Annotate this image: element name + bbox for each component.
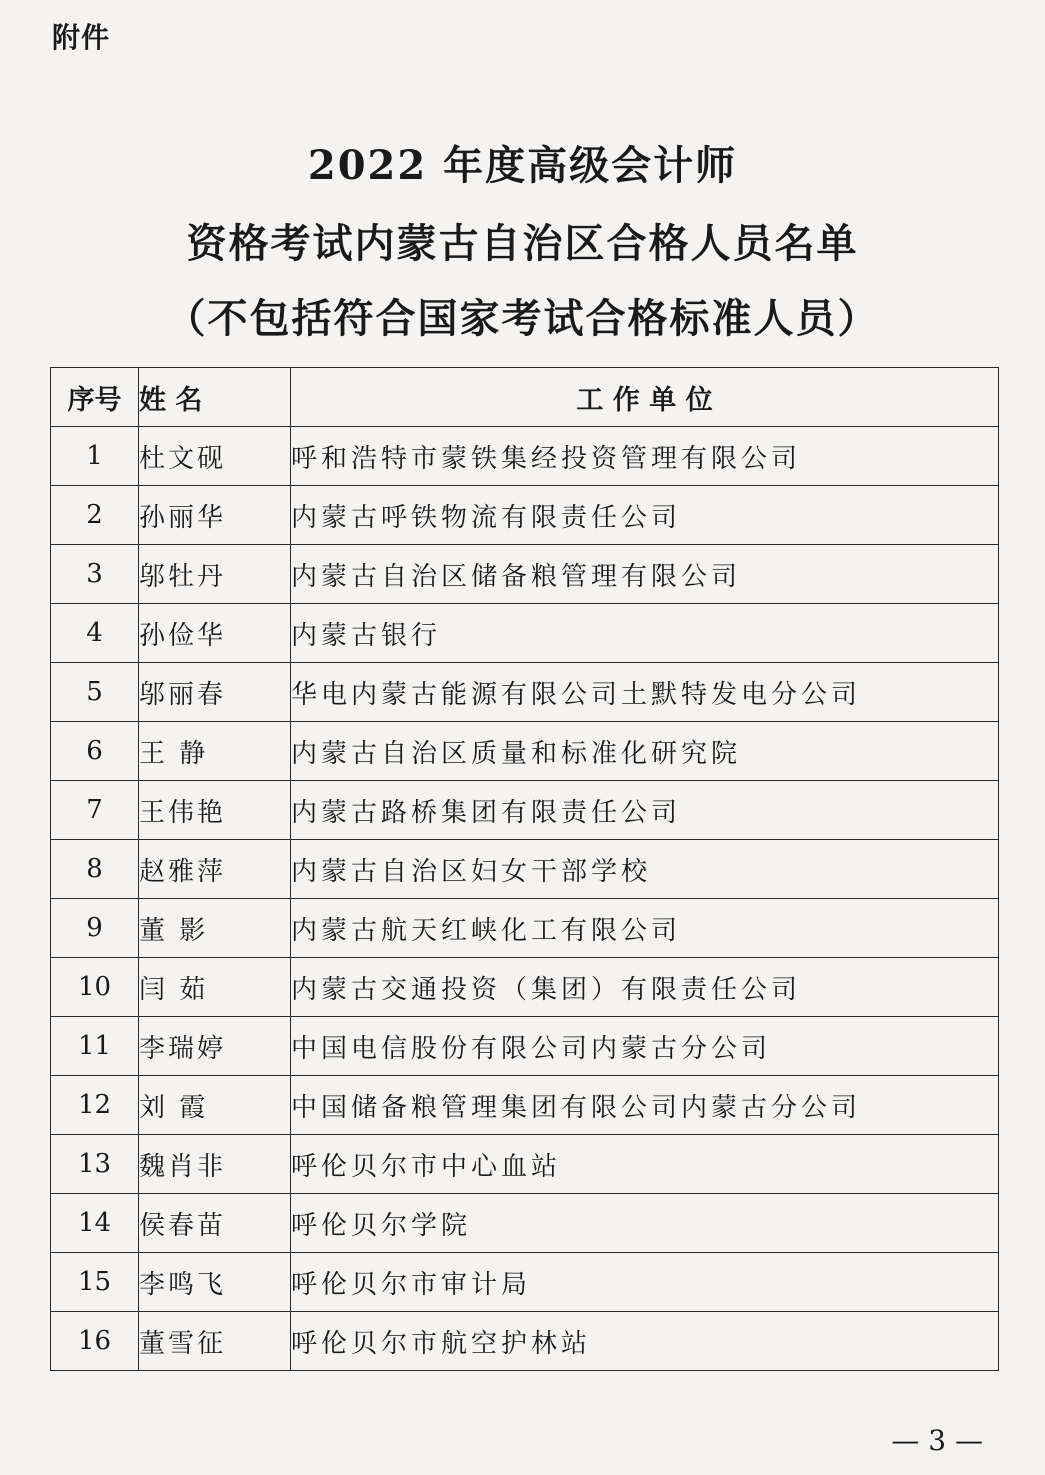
row-number-cell: 3 (51, 545, 139, 604)
table-row (51, 604, 999, 663)
person-name-cell: 孙丽华 (139, 486, 291, 545)
person-name-cell: 李瑞婷 (139, 1017, 291, 1076)
table-row (51, 545, 999, 604)
row-number-cell: 2 (51, 486, 139, 545)
table-body (51, 427, 999, 1371)
person-name-cell: 李鸣飞 (139, 1253, 291, 1312)
organization-cell: 内蒙古银行 (291, 604, 999, 663)
person-name-cell: 闫 茹 (139, 958, 291, 1017)
organization-cell: 内蒙古自治区质量和标准化研究院 (291, 722, 999, 781)
person-name-cell: 赵雅萍 (139, 840, 291, 899)
row-number-cell: 1 (51, 427, 139, 486)
organization-cell: 呼伦贝尔学院 (291, 1194, 999, 1253)
person-name-cell: 孙俭华 (139, 604, 291, 663)
table-row (51, 1312, 999, 1371)
table-row (51, 781, 999, 840)
row-number-cell: 13 (51, 1135, 139, 1194)
organization-cell: 华电内蒙古能源有限公司土默特发电分公司 (291, 663, 999, 722)
table-row (51, 840, 999, 899)
person-name-cell: 刘 霞 (139, 1076, 291, 1135)
table-row (51, 427, 999, 486)
organization-cell: 内蒙古自治区储备粮管理有限公司 (291, 545, 999, 604)
organization-cell: 内蒙古自治区妇女干部学校 (291, 840, 999, 899)
row-number-cell: 4 (51, 604, 139, 663)
row-number-cell: 8 (51, 840, 139, 899)
row-number-cell: 12 (51, 1076, 139, 1135)
person-name-cell: 侯春苗 (139, 1194, 291, 1253)
row-number-cell: 14 (51, 1194, 139, 1253)
document-title-line-3: （不包括符合国家考试合格标准人员） (165, 295, 880, 342)
organization-cell: 呼伦贝尔市审计局 (291, 1253, 999, 1312)
person-name-cell: 董 影 (139, 899, 291, 958)
organization-cell: 内蒙古呼铁物流有限责任公司 (291, 486, 999, 545)
table-row (51, 1253, 999, 1312)
table-row (51, 1017, 999, 1076)
attachment-label: 附件 (52, 21, 111, 54)
column-header-name: 姓 名 (139, 368, 291, 427)
organization-cell: 内蒙古航天红峡化工有限公司 (291, 899, 999, 958)
organization-cell: 呼伦贝尔市航空护林站 (291, 1312, 999, 1371)
table-row (51, 1194, 999, 1253)
row-number-cell: 10 (51, 958, 139, 1017)
table-row (51, 899, 999, 958)
person-name-cell: 杜文砚 (139, 427, 291, 486)
organization-cell: 中国电信股份有限公司内蒙古分公司 (291, 1017, 999, 1076)
table-row (51, 722, 999, 781)
row-number-cell: 6 (51, 722, 139, 781)
row-number-cell: 11 (51, 1017, 139, 1076)
document-title-line-1: 2022 年度高级会计师 (307, 142, 738, 189)
organization-cell: 内蒙古交通投资（集团）有限责任公司 (291, 958, 999, 1017)
column-header-organization: 工 作 单 位 (291, 368, 999, 427)
column-header-no: 序号 (51, 368, 139, 427)
organization-cell: 中国储备粮管理集团有限公司内蒙古分公司 (291, 1076, 999, 1135)
table-header-row (51, 368, 999, 427)
document-title-line-2: 资格考试内蒙古自治区合格人员名单 (186, 220, 859, 267)
qualified-personnel-table (50, 367, 999, 1371)
person-name-cell: 王 静 (139, 722, 291, 781)
person-name-cell: 邬丽春 (139, 663, 291, 722)
person-name-cell: 邬牡丹 (139, 545, 291, 604)
table-row (51, 1076, 999, 1135)
page-number: — 3 — (891, 1424, 983, 1457)
person-name-cell: 董雪征 (139, 1312, 291, 1371)
person-name-cell: 王伟艳 (139, 781, 291, 840)
row-number-cell: 16 (51, 1312, 139, 1371)
row-number-cell: 9 (51, 899, 139, 958)
row-number-cell: 5 (51, 663, 139, 722)
table-row (51, 1135, 999, 1194)
organization-cell: 呼伦贝尔市中心血站 (291, 1135, 999, 1194)
row-number-cell: 7 (51, 781, 139, 840)
row-number-cell: 15 (51, 1253, 139, 1312)
table-row (51, 958, 999, 1017)
table-row (51, 486, 999, 545)
person-name-cell: 魏肖非 (139, 1135, 291, 1194)
organization-cell: 内蒙古路桥集团有限责任公司 (291, 781, 999, 840)
organization-cell: 呼和浩特市蒙铁集经投资管理有限公司 (291, 427, 999, 486)
table-row (51, 663, 999, 722)
